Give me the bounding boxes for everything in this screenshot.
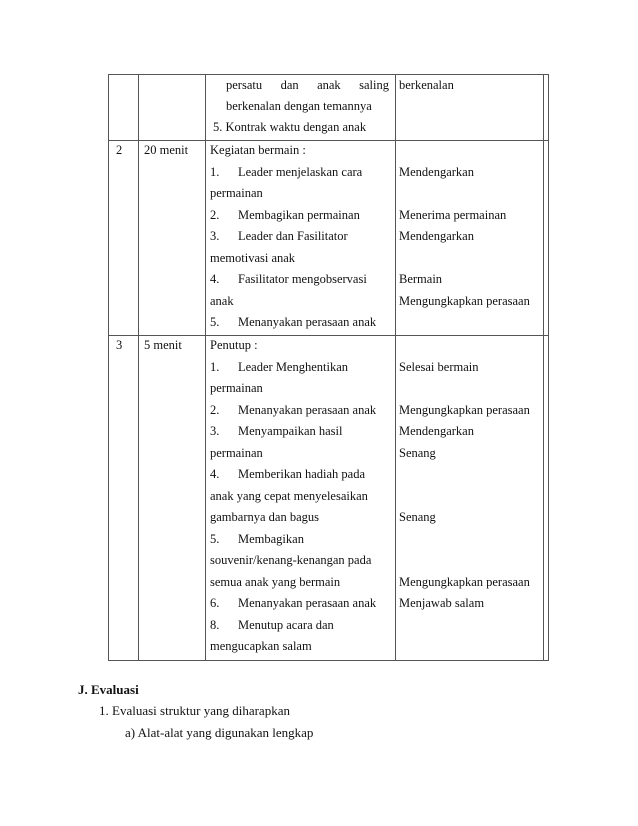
item-text: Leader dan Fasilitator: [238, 229, 348, 243]
response-text: Bermain: [399, 272, 443, 286]
item-number: 3.: [210, 424, 220, 438]
item-text: Menanyakan perasaan anak: [238, 596, 377, 610]
response-text: Senang: [399, 510, 436, 524]
activity-title: Kegiatan bermain :: [210, 143, 306, 157]
item-number: 2.: [210, 402, 220, 417]
response-text: Mendengarkan: [399, 164, 474, 179]
response-text: Mendengarkan: [399, 229, 474, 243]
item-text: memotivasi anak: [210, 250, 296, 265]
item-number: 3.: [210, 229, 220, 243]
list-item: a) Alat-alat yang digunakan lengkap: [125, 725, 314, 740]
item-text: Menanyakan perasaan anak: [238, 402, 377, 417]
item-number: 8.: [210, 617, 220, 632]
list-item: 1. Evaluasi struktur yang diharapkan: [99, 703, 290, 718]
row-duration: 20 menit: [144, 143, 189, 157]
section-heading: J. Evaluasi: [78, 682, 139, 697]
response-text: Menjawab salam: [399, 596, 485, 610]
response-text: Mengungkapkan perasaan: [399, 293, 530, 308]
item-text: Membagikan: [238, 531, 304, 546]
column-divider: [205, 75, 206, 660]
activity-line: 5. Kontrak waktu dengan anak: [213, 120, 367, 134]
item-number: 6.: [210, 596, 220, 610]
item-text: permainan: [210, 186, 263, 200]
item-text: permainan: [210, 445, 263, 460]
item-number: 1.: [210, 164, 220, 179]
response-text: Mengungkapkan perasaan: [399, 574, 530, 589]
item-text: anak: [210, 293, 234, 308]
item-text: Membagikan permainan: [238, 207, 360, 222]
activity-line: [226, 78, 389, 93]
response-text: Menerima permainan: [399, 207, 507, 222]
word: persatu: [226, 78, 263, 92]
item-text: Fasilitator mengobservasi: [238, 272, 367, 286]
item-number: 5.: [210, 531, 220, 546]
row-number: 3: [116, 338, 123, 352]
response-text: Senang: [399, 445, 436, 460]
row-divider: [109, 335, 548, 336]
activity-line: berkenalan dengan temannya: [226, 99, 372, 113]
column-divider: [543, 75, 544, 660]
item-text: Memberikan hadiah pada: [238, 467, 366, 481]
item-text: semua anak yang bermain: [210, 574, 341, 589]
response-text: Mengungkapkan perasaan: [399, 402, 530, 417]
item-text: anak yang cepat menyelesaikan: [210, 488, 368, 503]
item-text: Menutup acara dan: [238, 617, 334, 632]
item-text: Menanyakan perasaan anak: [238, 315, 377, 329]
item-number: 4.: [210, 467, 220, 481]
response-text: berkenalan: [399, 78, 454, 92]
item-number: 4.: [210, 272, 220, 286]
item-text: permainan: [210, 381, 263, 395]
item-text: Leader menjelaskan cara: [238, 164, 363, 179]
item-number: 2.: [210, 207, 220, 222]
row-divider: [109, 140, 548, 141]
word: anak: [317, 78, 341, 92]
word: dan: [280, 78, 299, 92]
word: saling: [359, 78, 389, 92]
item-text: Leader Menghentikan: [238, 359, 349, 374]
column-divider: [138, 75, 139, 660]
response-text: Mendengarkan: [399, 424, 474, 438]
row-duration: 5 menit: [144, 338, 182, 352]
response-text: Selesai bermain: [399, 359, 479, 374]
item-number: 1.: [210, 359, 220, 374]
item-text: Menyampaikan hasil: [238, 424, 343, 438]
item-number: 5.: [210, 315, 220, 329]
row-number: 2: [116, 143, 123, 157]
item-text: mengucapkan salam: [210, 639, 312, 653]
activity-title: Penutup :: [210, 338, 258, 352]
item-text: gambarnya dan bagus: [210, 510, 319, 524]
column-divider: [395, 75, 396, 660]
item-text: souvenir/kenang-kenangan pada: [210, 553, 372, 567]
